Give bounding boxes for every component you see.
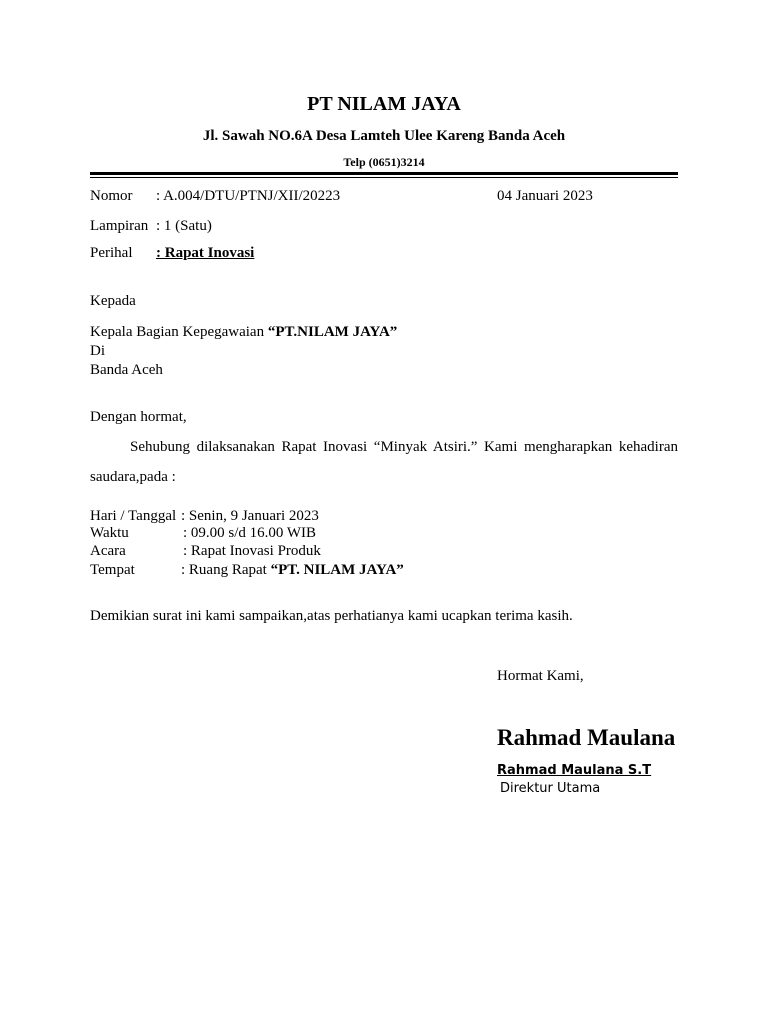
signer-title: Direktur Utama — [500, 781, 601, 796]
closing-text: Demikian surat ini kami sampaikan,atas perhatianya kami ucapkan terima kasih. — [90, 608, 573, 624]
waktu-value: : 09.00 s/d 16.00 WIB — [183, 525, 317, 541]
recipient-position: Kepala Bagian Kepegawaian — [90, 324, 268, 340]
lampiran-value: : 1 (Satu) — [156, 218, 212, 234]
body-paragraph: Sehubung dilaksanakan Rapat Inovasi “Minyak Atsiri.” Kami mengharapkan kehadiran saudara,pada : — [90, 439, 678, 485]
hari-label: Hari / Tanggal — [90, 508, 177, 524]
recipient-company: “PT.NILAM JAYA” — [267, 324, 398, 340]
lampiran-label: Lampiran — [90, 218, 149, 234]
signer-name: Rahmad Maulana S.T — [497, 763, 652, 778]
company-name: PT NILAM JAYA — [307, 93, 461, 115]
acara-label: Acara — [90, 543, 126, 559]
letter-date: 04 Januari 2023 — [497, 188, 593, 204]
acara-value: : Rapat Inovasi Produk — [183, 543, 321, 559]
perihal-value: : Rapat Inovasi — [156, 245, 255, 261]
tempat-value — [181, 562, 404, 579]
nomor-value: : A.004/DTU/PTNJ/XII/20223 — [156, 188, 341, 204]
greeting: Dengan hormat, — [90, 409, 187, 425]
tempat-room: : Ruang Rapat — [181, 562, 271, 578]
hari-value: : Senin, 9 Januari 2023 — [181, 508, 319, 524]
recipient-city: Banda Aceh — [90, 362, 163, 378]
tempat-label: Tempat — [90, 562, 135, 578]
nomor-label: Nomor — [90, 188, 133, 204]
letterhead-divider-thick — [90, 172, 678, 175]
signature: Rahmad Maulana — [497, 725, 676, 750]
company-phone: Telp (0651)3214 — [343, 155, 425, 169]
perihal-label: Perihal — [90, 245, 133, 261]
kepada-label: Kepada — [90, 293, 136, 309]
company-address: Jl. Sawah NO.6A Desa Lamteh Ulee Kareng Banda Aceh — [202, 128, 566, 144]
tempat-company: “PT. NILAM JAYA” — [270, 562, 404, 578]
recipient-line-2: Di — [90, 343, 105, 359]
regards: Hormat Kami, — [497, 668, 584, 684]
waktu-label: Waktu — [90, 525, 129, 541]
letterhead-divider-thin — [90, 177, 678, 178]
recipient-line-1 — [90, 324, 397, 341]
